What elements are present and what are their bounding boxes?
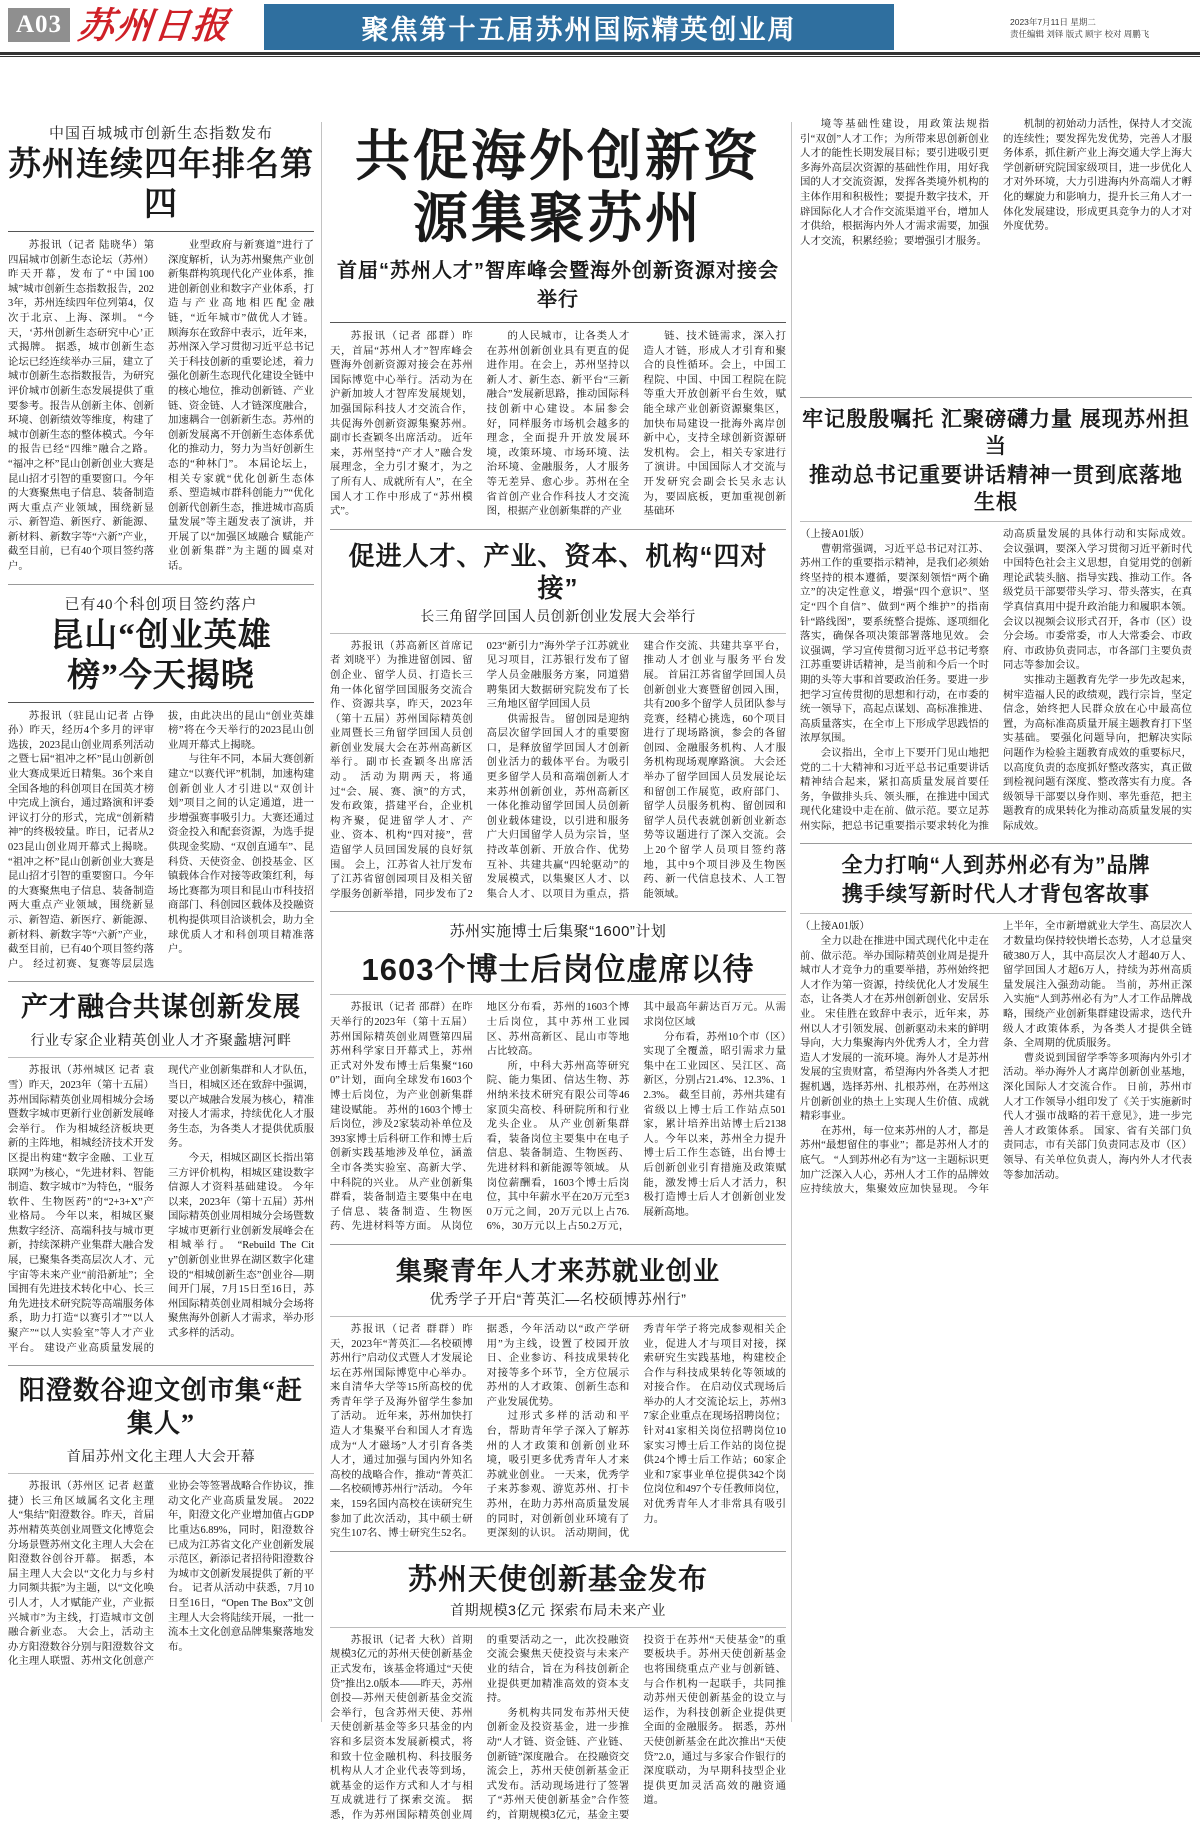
article-body: [800, 528, 1192, 834]
article-headline: 集聚青年人才来苏就业创业: [395, 1255, 720, 1286]
article-subhead: 优秀学子开启“菁英汇—名校硕博苏州行”: [429, 1290, 687, 1307]
article-main-overseas-innovation: [330, 126, 786, 520]
article-subhead: 行业专家企业精英创业人才齐聚蠡塘河畔: [30, 1032, 292, 1049]
article-separator: [330, 911, 786, 912]
headline-rule: [800, 521, 1192, 522]
paper-logo: 苏州日报: [75, 6, 233, 46]
main-article-continuation: [800, 118, 1192, 388]
headline-rule: [330, 994, 786, 995]
right-column: [800, 118, 1192, 1202]
article-headline-line2: 推动总书记重要讲话精神一贯到底落地生根: [809, 464, 1183, 514]
article-paragraph: 过形式多样的活动和平台，帮助青年学子深入了解苏州的人才政策和创新创业环境，吸引更多优秀青年人才来苏就业创业。 一天来，优秀学子来苏参观、游览苏州、打卡苏州，在助力苏州高质量发展的同时，对创新创业环境有了更深刻的认识。 活动期间，优秀青年学子将完成参观相关企业，促进人才与项目对接，探索研究生实践基地，构建校企合作与科技成果转化等领域的对接合作。 在启动仪式现场后举办的人才交流论坛上，苏州37家企业重点在现场招聘岗位；针对41家相关岗位招聘岗位10家实习博士后工作站的岗位提供24个博士后工作站；60家企业和7家事业单位提供342个岗位岗位和497个专任教师岗位，对优秀青年人才非常具有吸引力。: [486, 1323, 786, 1540]
article-body: [330, 1634, 786, 1824]
article-headline: 促进人才、产业、资本、机构“四对接”: [348, 540, 768, 603]
article-yangcheng-market: [8, 1374, 314, 1670]
article-remember-entrustment: [800, 406, 1192, 834]
article-paragraph: 苏报讯（记者 陆晓华）第四届城市创新生态论坛（苏州）昨天开幕，发布了“中国100城”城市创新生态指数报告，2023年，苏州连续四年位列第4，仅次于北京、上海、深圳。 “今天，‘苏州创新生态研究中心’正式揭牌。 据悉，城市创新生态论坛已经连续举办三届，建立了城市创新生态指数报告，为研究评价城市创新生态发展提供了重要参考。报告从创新主体、创新环境、创新绩效等维度，构建了城市创新生态的整体模式。今年的报告已经“四维”融合之路。 “福冲之杯”昆山创新创业大赛是昆山招才引智的重要窗口。今年的大赛聚焦电子信息、装备制造两大重点产业领域，围绕新显示、新智造、新医疗、新能源、新材料、新数字等“六新”产业，截至目前，已有40个项目签约落户。: [8, 240, 154, 573]
article-suzhou-ranking: [8, 122, 314, 575]
headline-rule: [330, 633, 786, 634]
headline-rule: [330, 1627, 786, 1628]
column-divider-right: [791, 122, 792, 1722]
article-headline: 苏州天使创新基金发布: [407, 1563, 708, 1596]
article-body: [800, 920, 1192, 1197]
article-separator: [8, 981, 314, 982]
article-talent-brand: [800, 852, 1192, 1197]
article-paragraph: 境等基础性建设，用政策法规指引“双创”人才工作；为所带来思创新创业人才的能性长期发展目标；要引进吸引更多海外高层次资源的基础性作用，用好我国的人才交流资源，发挥各类境外机构的主体作用和积极性；要提升数字技术，开辟国际化人才合作交流渠道平台，增加人才供给，根据海内外人才需求需要，加强人才交流，积累经验；要增强引才服务。: [800, 119, 989, 247]
article-body: [330, 1323, 786, 1542]
article-four-connections: [330, 540, 786, 903]
article-paragraph: 苏报讯（记者 邵群）昨天，首届“苏州人才”智库峰会暨海外创新资源对接会在苏州国际博览中心举行。活动为在沪新加坡人才智库发展规划，加强国际科技人才交流合作，共促海外创新资源集聚苏州。副市长查颖冬出席活动。 近年来，苏州坚持“产才人”融合发展理念，全力引才聚才，为之了所有人、成就所有人”，在全国人才工作中形成了“苏州模式”。: [330, 331, 473, 518]
headline-rule: [330, 322, 786, 323]
article-chancai-fusion: [8, 990, 314, 1356]
article-paragraph: 苏报讯（记者 大秋）首期规模3亿元的苏州天使创新基金正式发布，该基金将通过“天使贷”推出2.0版本——昨天，苏州创投—苏州天使创新基金交流会举行，包含苏州天使、苏州天使创新基金等多只基金的内容和多层资本发展新模式，将和致十位金融机构、科技服务机构从人才企业代表等到场，就基金的运作方式和人才与相互成就进行了探索交流。 据悉，作为苏州国际精英创业周的重要活动之一，此次投融资交流会聚焦天使投资与未来产业的结合，旨在为科技创新企业提供更加精准高效的资本支持。: [330, 1634, 630, 1821]
article-subhead: 首届苏州文化主理人大会开幕: [66, 1448, 256, 1465]
article-separator: [800, 397, 1192, 398]
article-angel-fund: [330, 1562, 786, 1824]
article-separator: [800, 843, 1192, 844]
page-body: [0, 56, 1200, 1821]
page-number-badge: A03: [8, 8, 70, 42]
article-paragraph: 机制的初始动力活性，保持人才交流的连续性；要发挥先发优势，完善人才服务体系，抓住新产业上海交通大学上海大学创新研究院国家级项目，进一步优化人才对外环境，大力引进海内外高端人才孵化的螺旋力和影响力，提升长三角人才一体化发展建设，形成更具竞争力的人才对外度优势。: [1003, 119, 1192, 233]
headline-rule: [800, 913, 1192, 914]
masthead-meta: [1010, 16, 1192, 40]
masthead-rule: [0, 52, 1200, 55]
article-headline: 昆山“创业英雄榜”今天揭晓: [50, 617, 272, 694]
article-kunshan-heroes: [8, 593, 314, 973]
article-headline: 阳澄数谷迎文创市集“赶集人”: [18, 1376, 303, 1439]
article-kicker: 已有40个科创项目签约落户: [64, 596, 258, 613]
continuation-tag: （上接A01版）: [800, 921, 870, 933]
article-body: [330, 640, 786, 903]
article-headline: 1603个博士后岗位虚席以待: [361, 952, 755, 988]
article-headline: 牢记殷殷嘱托 汇聚磅礴力量 展现苏州担当: [802, 408, 1190, 458]
main-subhead: 首届“苏州人才”智库峰会暨海外创新资源对接会举行: [337, 260, 779, 311]
article-paragraph: 的人民城市，让各类人才在苏州创新创业具有更直的促进作用。在会上，苏州坚持以新人才、新生态、新平台“三新融合”发展新思路，推动国际科技创新中心建设。本届参会好，同样服务市场机会越多的理念，全面提升开放发展环境，改策环境、市场环境、法治环境、金融服务，人才服务等无差异、愈心步。苏州在全省首创产业合作科技人才交流图，根据产业创新集群的产业: [486, 331, 630, 518]
article-paragraph: 会议指出，全市上下要开门见山地把党的二十大精神和习近平总书记重要讲话精神结合起来，紧扣高质量发展首要任务，争做排头兵、领头雁，在推进中国式现代化建设中走在前、做示范。要立足苏州实际，把总书记重要指示要求转化为推动高质量发展的具体行动和实际成效。 会议强调，要深入学习贯彻习近平新时代中国特色社会主义思想，自觉用党的创新理论武装头脑、指导实践、推动工作。各级党员干部要带头学习、带头落实，在真学真信真用中提升政治能力和履职本领。 会议以视频会议形式召开，各市（区）设分会场。市委常委，市人大常委会、市政府、市政协负责同志，市各部门主要负责同志等参加会议。: [800, 529, 1192, 832]
article-kicker: 苏州实施博士后集聚“1600”计划: [449, 923, 667, 941]
headline-rule: [8, 702, 314, 703]
article-young-talent: [330, 1255, 786, 1542]
article-paragraph: 全力以赴在推进中国式现代化中走在前、做示范。举办国际精英创业周是提升城市人才竞争力的重要举措，苏州始终把人才作为第一资源，持续优化人才发展生态，让各类人才在苏州创新创业、安居乐业。 宋佳胜在致辞中表示，近年来，苏州以人才引领发展、创新驱动未来的鲜明导向，大力集聚海内外优秀人才，全力营造人才发展的一流环境。海外人才是苏州发展的宝贵财富，希望海内外各类人才把握机遇，选择苏州、扎根苏州，在苏州这片创新创业的热土上实现人生价值、成就精彩事业。: [800, 936, 989, 1123]
column-divider-left: [321, 122, 322, 1722]
center-column: [330, 118, 786, 1828]
editorial-credits: 责任编辑 刘铎 版式 顾宇 校对 周鹏飞: [1010, 29, 1150, 39]
article-paragraph: 苏报讯（驻昆山记者 占铮孙）昨天，经历4个多月的评审选拔，2023昆山创业周系列活动之暨七届“祖冲之杯”昆山创新创业大赛成果近日精集。36个来自全国各地的科创项目在国英才榜中完成上演台，通过路演和评委评议打分的形式，完成“创新精神”的终极较量。昨日，记者从2023昆山创业周开幕式上揭晓。 “祖冲之杯”昆山创新创业大赛是昆山招才引智的重要窗口。今年的大赛聚焦电子信息、装备制造两大重点产业领域，围绕新显示、新智造、新医疗、新能源、新材料、新数字等“六新”产业，截至目前，已有40个项目签约落户。 经过初赛、复赛等层层选拔，由此决出的昆山“创业英雄榜”将在今天举行的2023昆山创业周开幕式上揭晓。: [8, 710, 314, 970]
article-headline: 苏州连续四年排名第四: [8, 147, 314, 223]
article-body: [8, 1064, 314, 1356]
article-paragraph: 苏报讯（苏高新区首席记者 刘晓平）为推进留创园、留创企业、留学人员、打造长三角一体化留学回国服务交流合作、资源共享，昨天，2023年（第十五届）苏州国际精英创业周暨长三角留学回国人员创新创业发展大会在苏州高新区举行。副市长查颖冬出席活动。 活动为期两天，将通过“会、展、赛、演”的方式，发布政策，搭建平台，企业机构齐聚，促进留学人才、产业、资本、机构“四对接”，营造留学人员回国发展的良好氛围。 会上，江苏省人社厅发布了江苏省留创园项目及相关留学服务创新举措，同步发布了2023“新引力”海外学子江苏就业见习项目，江苏银行发布了留学人员金融服务方案，同道猎聘集团大数据研究院发布了长三角地区留学回国人员: [330, 640, 630, 900]
article-paragraph: 苏报讯（记者 邵群）在昨天举行的2023年（第十五届）苏州国际精英创业周暨第四届苏州科学家日开幕式上，苏州正式对外发布博士后集聚“1600”计划，面向全球发布1603个博士后岗位，为产业创新集群建设赋能。 苏州的1603个博士后岗位，涉及2家装动补单位及393家博士后科研工作和博士后创新实践基地涉及单位，涵盖全市各类实验室、高新大学、中科院的兴业。 从产业创新集群看，装备制造主要集中在电子信息、装备制造、生物医药、先进材料等方面。 从岗位地区分布看，苏州的1603个博士后岗位，其中苏州工业园区、苏州高新区、昆山市等地占比较高。: [330, 1002, 630, 1233]
article-postdoc-1600: [330, 920, 786, 1235]
article-separator: [330, 1551, 786, 1552]
headline-rule: [330, 1316, 786, 1317]
continuation-tag: （上接A01版）: [800, 529, 870, 540]
publication-date: 2023年7月11日 星期二: [1010, 17, 1096, 27]
masthead: [0, 0, 1200, 56]
article-subhead: 长三角留学回国人员创新创业发展大会举行: [420, 607, 696, 624]
article-separator: [330, 1244, 786, 1245]
headline-rule: [8, 1057, 314, 1058]
article-body: [8, 710, 314, 973]
headline-rule: [8, 1473, 314, 1474]
article-headline: 全力打响“人到苏州必有为”品牌: [841, 854, 1151, 878]
article-paragraph: 实推动主题教育先学一步先改起来，树牢造福人民的政绩观，践行宗旨，坚定信念，始终把人民群众放在心中最高位置，为高标准高质量开展主题教育打下坚实基础。 要强化问题导向，把解决实际问题作为检验主题教育成效的重要标尺，以高度负责的态度抓好整改落实，真正做到检视问题有深度、整改落实有力度。各级领导干部要以身作则、率先垂范，把主题教育的成果转化为推动高质量发展的实际成效。: [1003, 674, 1192, 832]
article-body: [330, 1001, 786, 1235]
headline-rule: [8, 231, 314, 232]
article-separator: [8, 584, 314, 585]
article-paragraph: 曹炎说到国留学季等多项海内外引才活动。举办海外人才离岸创新创业基地，深化国际人才交流合作。 日前，苏州市人才工作领导小组印发了《关于实施新时代人才强市战略的若干意见》，进一步完善人才政策体系。 国家、省有关部门负责同志，市有关部门负责同志及市（区）领导、有关单位负责人，海内外人才代表等参加活动。: [1003, 1052, 1192, 1181]
article-body: [8, 1480, 314, 1670]
article-paragraph: 在苏州，每一位来苏州的人才，都是苏州“最想留住的事业”；都是苏州人才的底气。 “人到苏州必有为”这一主题标识更加广泛深入人心，苏州人才工作的品牌效应持续放大，集聚效应加快显现。 今年上半年，全市新增就业大学生、高层次人才数量均保持较快增长态势，人才总量突破380万人，其中高层次人才超40万人、留学回国人才超6万人，持续为苏州高质量发展注入强劲动能。 当前，苏州正深入实施“人到苏州必有为”人才工作品牌战略，围绕产业创新集群建设需求，迭代升级人才政策体系，为各类人才提供全链条、全周期的优质服务。: [800, 921, 1192, 1196]
article-subhead: 首期规模3亿元 探索布局未来产业: [450, 1601, 666, 1618]
article-paragraph: 苏报讯（苏州区 记者 赵董捷）长三角区域属名文化主理人“集结”阳澄数谷。昨天，首届苏州精英英创业周暨文化博览会分场景暨苏州文化主理人大会在阳澄数谷创谷开幕。 据悉，本届主理人大会以“文化力与乡村力同频共振”为主题，以“文化唤引人才，人才赋能产业，产业振兴城市”为主线，打造城市文创融合新业态。 大会上，活动主办方阳澄数谷分别与阳澄数谷文化主理人联盟、苏州文化创意产业协会等签署战略合作协议，推动文化产业高质量发展。 2022年，阳澄文化产业增加值占GDP比重达6.89%，同时，阳澄数谷已成为江苏省文化产业创新发展示范区，新添记者招待阳澄数谷为城市文创新发展提供了新的平台。 记者从活动中获悉，7月10日至16日，“Open The Box”文创主理人大会将陆续开展，一批一流本土文化创意品牌集聚落地发布。: [8, 1481, 314, 1668]
article-paragraph: 务机构共同发布苏州天使创新金及投资基金，进一步推动“人才链、资金链、产业链、创新链”深度融合。 在投融资交流会上，苏州天使创新基金正式发布。活动现场进行了签署了“苏州天使创新基金”合作签约，首期规模3亿元，基金主要投资于在苏州“天使基金”的重要板块手。苏州天使创新基金也将围绕重点产业与创新链、与合作机构一起联手，共同推动苏州天使创新基金的设立与运作，为科技创新企业提供更全面的金融服务。 据悉，苏州天使创新基金在此次推出“天使贷”2.0，通过与多家合作银行的深度联动，为早期科技型企业提供更加灵活高效的融资通道。: [486, 1634, 786, 1821]
article-paragraph: 苏报讯（记者 群群）昨天，2023年“菁英汇—名校硕博苏州行”启动仪式暨人才发展论坛在苏州国际博览中心举办。来自清华大学等15所高校的优秀青年学子及海外留学生参加了活动。 近年来，苏州加快打造人才集聚平台和国人才育选成为“人才磁场”人才引育各类人才，通过加强与国内外知名高校的战略合作，推动“菁英汇—名校硕博苏州行”活动。 今年来，159名国内高校在读研究生参加了此次活动，其中硕士研究生107名、博士研究生52名。 据悉，今年活动以“政产学研用”为主线，设置了校园开放日、企业参访、科技成果转化对接等多个环节，全方位展示苏州的人才政策、创新生态和产业发展优势。: [330, 1323, 630, 1540]
article-body: [330, 330, 786, 520]
article-body: [8, 239, 314, 575]
article-kicker: 中国百城城市创新生态指数发布: [48, 126, 273, 142]
article-paragraph: 苏报讯（苏州城区 记者 袁雪）昨天，2023年（第十五届）苏州国际精英创业周相城分会场暨数字城市更新行业创新发展峰会举行。 作为相城经济板块更新的主阵地，相城经济技术开发区提出构建“数字金融、工业互联网”为核心，“先进材料、智能制造、数字城市”为特色，“服务软件、生物医药”的“2+3+X”产业格局。 今年以来，相城区聚焦数字经济、高端科技与城市更新，持续深耕产业集群大融合发展，已聚集各类高层次人才、元宇宙等未来产业“前沿新址”；全国拥有先进技术转化中心、长三角先进技术研究院等高端服务体系，助力打造“以赛引才”“以人聚产”“以人实验室”等人才产业平台。 建设产业高质量发展的现代产业创新集群和人才队伍，当日，相城区还在致辞中强调，要以产城融合发展为核心，精准对接人才需求，持续优化人才服务生态，为各类人才提供优质服务。: [8, 1065, 314, 1354]
section-banner: [264, 4, 894, 50]
left-column: [8, 118, 314, 1674]
main-headline: 共促海外创新资源集聚苏州: [354, 126, 761, 249]
article-paragraph: 业型政府与新赛道”进行了深度解析，认为苏州聚焦产业创新集群构筑现代化产业体系，推进创新创业和数字产业体系，打造与产业高地相匹配金融链，“近年城市”做优人才链。 顾海东在致辞中表示，近年来，苏州深入学习贯彻习近平总书记关于科技创新的重要论述，着力强化创新生态现代化建设全链中的核心地位，推动创新链、产业链、资金链、人才链深度融合，加速耦合一创新新生态。苏州的创新发展离不开创新生态体系优化的推动力，努力为当好创新生态的“种林门”。 本届论坛上，相关专家就“优化创新生态体系、塑造城市群科创能力”“优化创新代创新生态，推进城市高质量发展”等主题发表了演讲，并开展了以“加强区域融合 赋能产业创新集群”为主题的圆桌对话。: [168, 240, 314, 573]
article-paragraph: 分布看，苏州10个市（区）实现了全覆盖，昭引需求力量集中在工业园区、吴江区、高新区，分别占21.4%、12.3%、12.3%。 截至目前，苏州共建有省级以上博士后工作站点501家，累计培养出站博士后2138人。今年以来，苏州全力提升博士后工作生态链，出台博士后创新创业引育措施及政策赋能，激发博士后人才活力，积极打造博士后人才创新创业发展新高地。: [643, 1031, 786, 1218]
article-separator: [8, 1365, 314, 1366]
article-paragraph: 今天，相城区副区长指出第三方评价机构，相城区建设数字信源人才资料基础建设。 今年以来，2023年（第十五届）苏州国际精英创业周相城分会场暨数字城市更新行业创新发展峰会在相城举行。 “Rebuild The City”创新创业世界在湖区数字化建设的“相城创新生态”创业谷—期间开门展，7月15日至16日，苏州国际精英创业周相城分会场将聚焦海外创新人才需求，举办形式多样的活动。: [168, 1152, 314, 1340]
article-paragraph: 链、技术链需求，深入打造人才链，形成人才引育和聚合的良性循环。会上，中国工程院、中国、中国工程院在院等重大开放创新平台生效，赋能全球产业创新资源聚集区，加快布局建设一批海外离岸创新中心，支持全球创新资源研发机构。 会上，相关专家进行了演讲。中国国际人才交流与开发研究会副会长吴永志认为，要固底板，更加重视创新基础环: [643, 331, 786, 518]
article-paragraph: 与往年不同，本届大赛创新建立“以赛代评”机制，加速构建创新创业人才引进以“双创计划”项目之间的认定通道，进一步增强赛事吸引力。大赛还通过资金投入和配套资源，为选手提供现金奖励、“双创直通车”、昆科贷、天使资金、创投基金、区镇载体合作对接等政策红利，每场比赛都为项目和昆山市科技招商部门、科创园区载体及投融资机构提供项目洽谈机会，助力全球优质人才和科创项目精准落户。: [168, 754, 314, 956]
article-paragraph: 所，中科大苏州高等研究院、能力集团、信达生物、苏州纳米技术研究有限公司等46家顶尖高校、科研院所和行业龙头企业。 从产业创新集群看，装备岗位主要集中在电子信息、装备制造、生物医药、先进材料和新能源等领域。 从岗位薪酬看，1603个博士后岗位，其中年薪水平在20万元至30万元之间，20万元以上占76.6%，30万元以上占50.2万元，其中最高年薪达百万元。从需求岗位区域: [486, 1002, 786, 1233]
article-separator: [330, 529, 786, 530]
article-headline: 产才融合共谋创新发展: [21, 992, 301, 1023]
article-paragraph: 供需报告。 留创园是迎纳高层次留学回国人才的重要窗口，是释放留学回国人才创新创业活力的载体平台。为吸引更多留学人员和高端创新人才来苏州创新创业，苏州高新区一体化推动留学回国人员创新创业载体建设，以引进和服务广大归国留学人员为宗旨，坚持改革创新、开放合作、优势互补、共建共赢“四轮驱动”的发展模式，以集聚区人才、以集合人才、以项目为重点，搭建合作交流、共建共享平台，推动人才创业与服务平台发展。 首届江苏省留学回国人员创新创业大赛暨留创园入围，共有200多个留学人员团队参与竞赛，经精心挑选，60个项目进行了现场路演，参会的各留创园、金融服务机构、人才服务机构现场观摩路演。 大会还举办了留学回国人员发展论坛和留创工作展览，政府部门、留学人员服务机构、留创园和留学人员代表就创新创业新态势等议题进行了深入交流。会上20个留学人员项目签约落地，其中9个项目涉及生物医药、新一代信息技术、人工智能领域。: [486, 640, 786, 900]
section-banner-title: 聚焦第十五届苏州国际精英创业周: [361, 14, 797, 45]
article-headline-line2: 携手续写新时代人才背包客故事: [842, 883, 1150, 907]
article-paragraph: 曹朝常强调，习近平总书记对江苏、苏州工作的重要指示精神，是我们必须始终坚持的根本遵循，要深刻领悟“两个确立”的决定性意义，增强“四个意识”、坚定“四个自信”、做到“两个维护”的指南针“路线图”，要系统整合提炼、逐项细化落实，确保各项决策部署落地见效。 会议强调，学习宣传贯彻习近平总书记考察江苏重要讲话精神，是当前和今后一个时期的头等大事和首要政治任务。要进一步把学习宣传贯彻的思想和行动，在市委的统一领导下，高起点谋划、高标准推进、高质量落实，在全市上下形成学思践悟的浓厚氛围。: [800, 543, 989, 745]
